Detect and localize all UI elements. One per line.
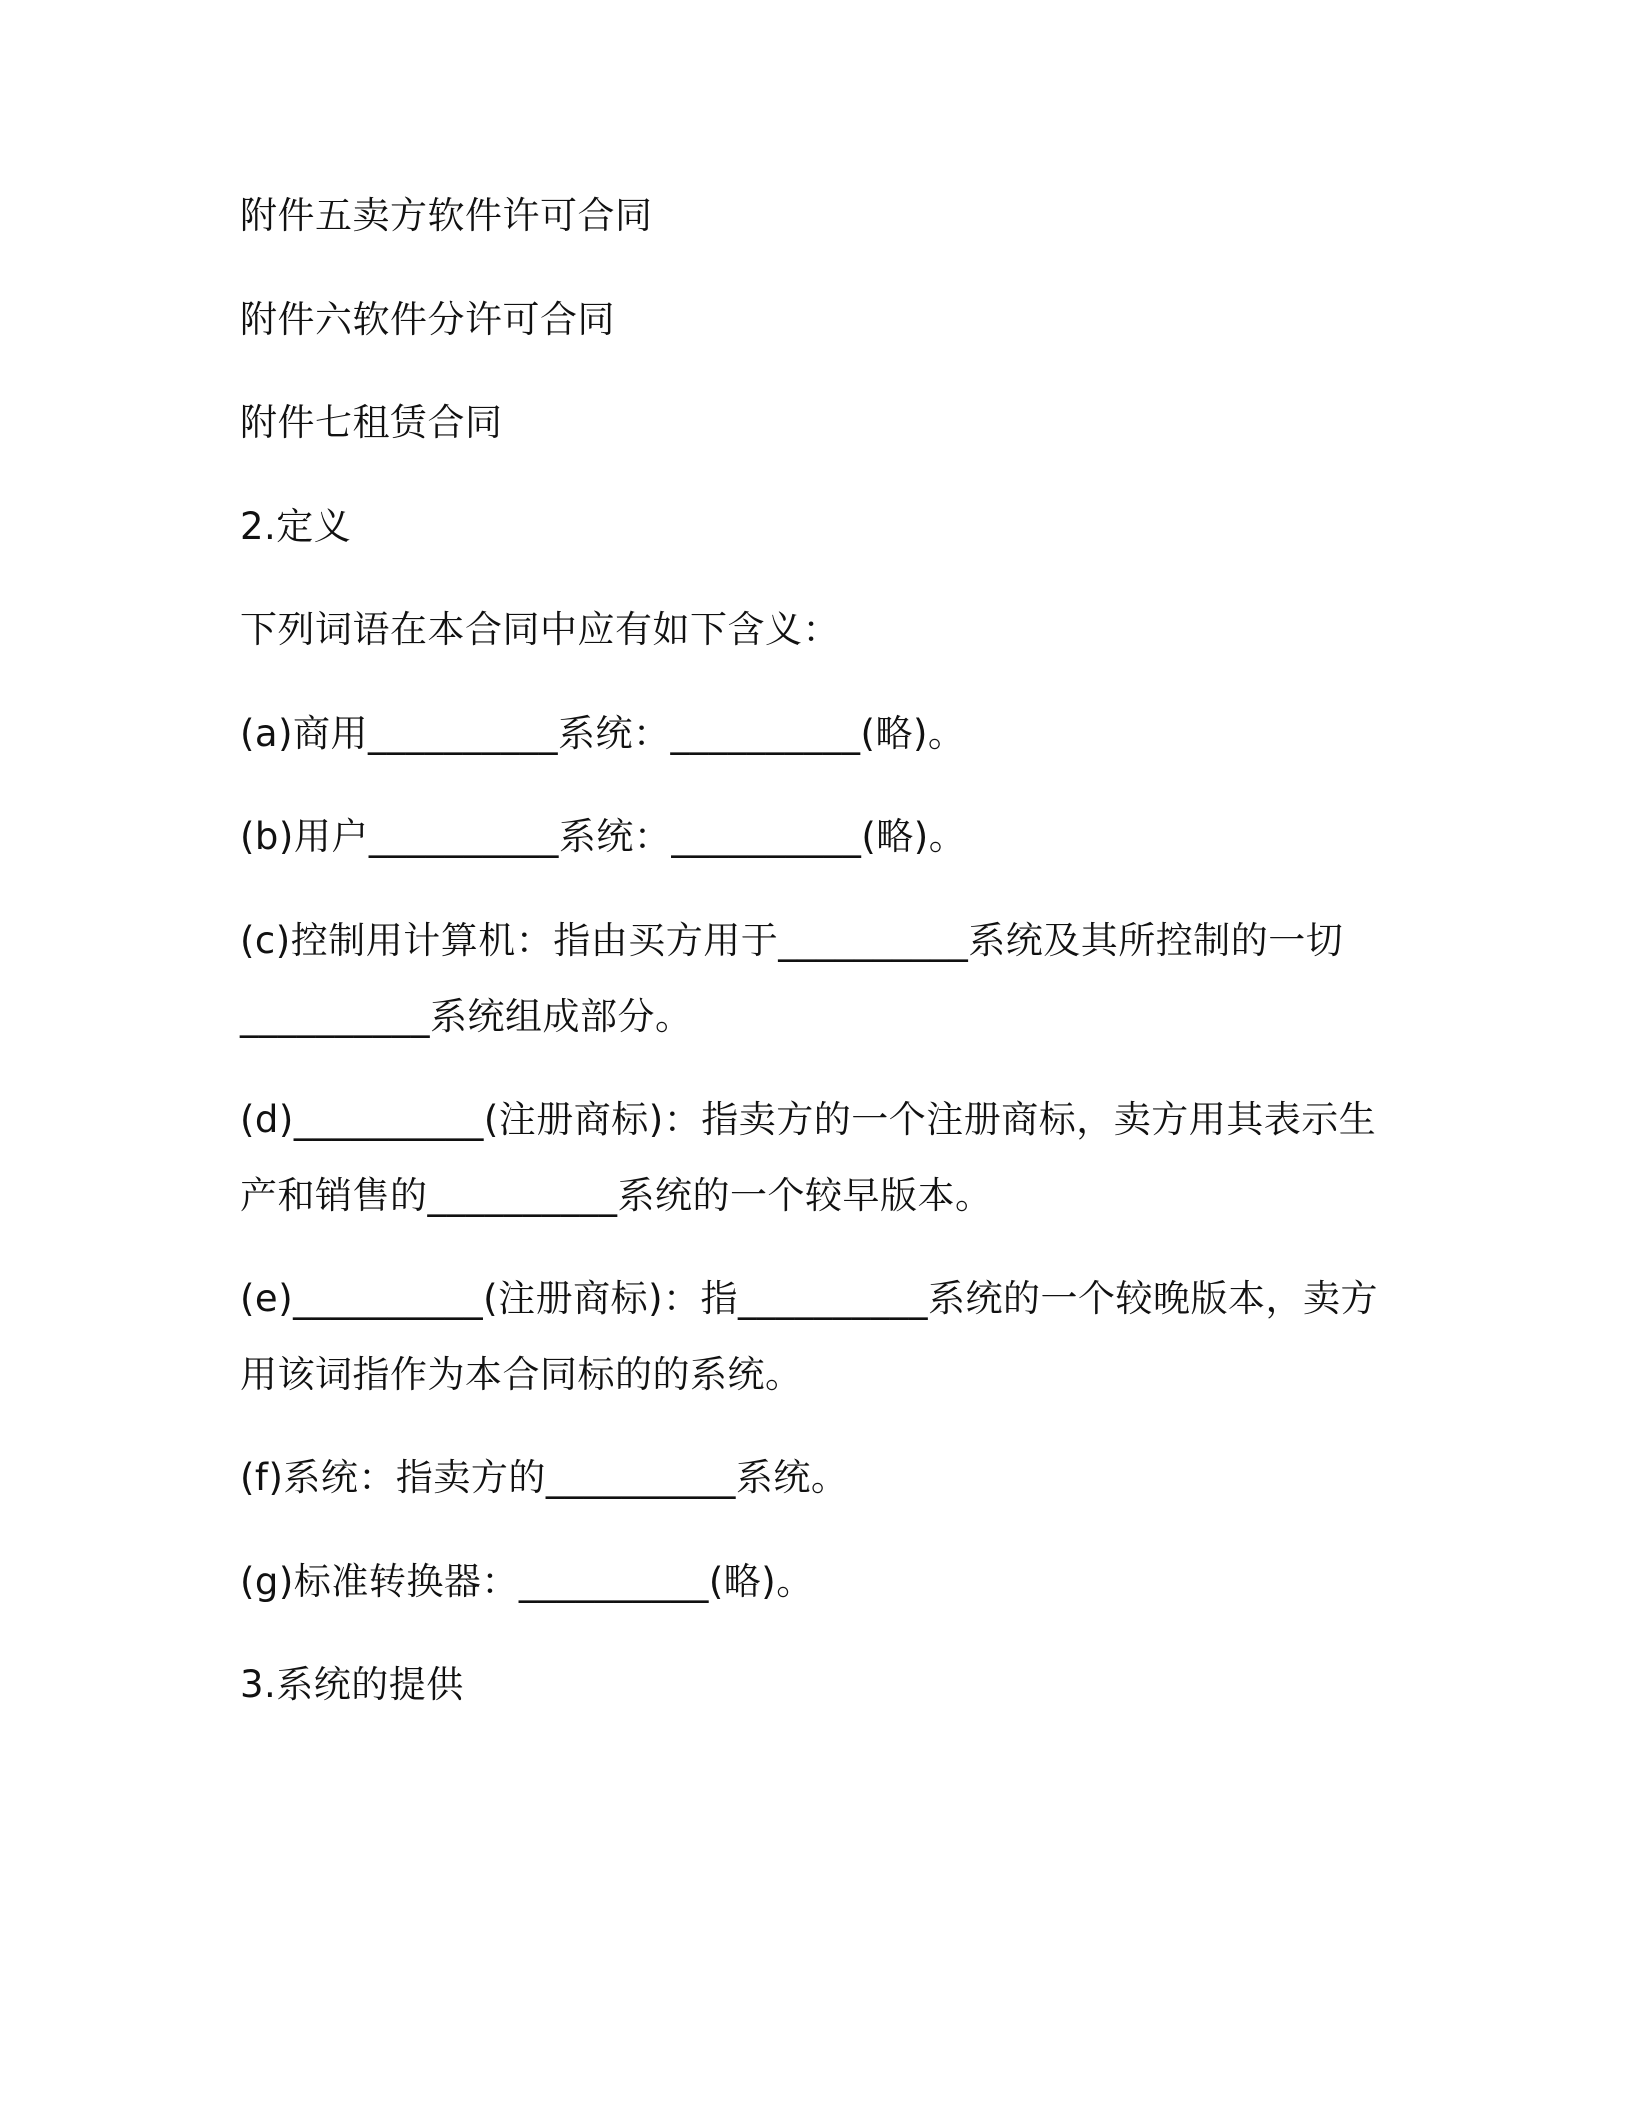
definition-g	[240, 1544, 1370, 1620]
definitions-intro-text: 下列词语在本合同中应有如下含义：	[240, 608, 840, 651]
definition-e-line-1: (e)__________(注册商标)：指__________系统的一个较晚版本，卖方	[240, 1277, 1379, 1320]
annex-6-text: 附件六软件分许可合同	[240, 298, 615, 341]
annex-7-text: 附件七租赁合同	[240, 401, 503, 444]
definition-c-line-2: __________系统组成部分。	[240, 995, 693, 1038]
definition-b-text: (b)用户__________系统：__________(略)。	[240, 815, 967, 858]
annex-5-text: 附件五卖方软件许可合同	[240, 194, 653, 237]
definition-f-text: (f)系统：指卖方的__________系统。	[240, 1456, 849, 1499]
section-2-heading-text: 2.定义	[240, 505, 352, 548]
definition-e-line-2: 用该词指作为本合同标的的系统。	[240, 1353, 803, 1396]
definitions-intro	[240, 592, 1370, 668]
definition-e	[240, 1261, 1379, 1413]
definition-c-line-1: (c)控制用计算机：指由买方用于__________系统及其所控制的一切	[240, 919, 1344, 962]
definition-g-text: (g)标准转换器：__________(略)。	[240, 1560, 814, 1603]
annex-5-line	[240, 178, 1370, 254]
definition-a	[240, 696, 1370, 772]
definition-b	[240, 799, 1370, 875]
section-2-heading	[240, 489, 1370, 565]
annex-6-line	[240, 282, 1370, 358]
section-3-heading-text: 3.系统的提供	[240, 1663, 464, 1706]
definition-d-line-2: 产和销售的__________系统的一个较早版本。	[240, 1174, 993, 1217]
annex-7-line	[240, 385, 1370, 461]
definition-a-text: (a)商用__________系统：__________(略)。	[240, 712, 966, 755]
section-3-heading	[240, 1647, 1370, 1723]
definition-c	[240, 903, 1370, 1055]
definition-d-line-1: (d)__________(注册商标)：指卖方的一个注册商标，卖方用其表示生	[240, 1098, 1377, 1141]
definition-f	[240, 1440, 1370, 1516]
definition-d	[240, 1082, 1377, 1234]
